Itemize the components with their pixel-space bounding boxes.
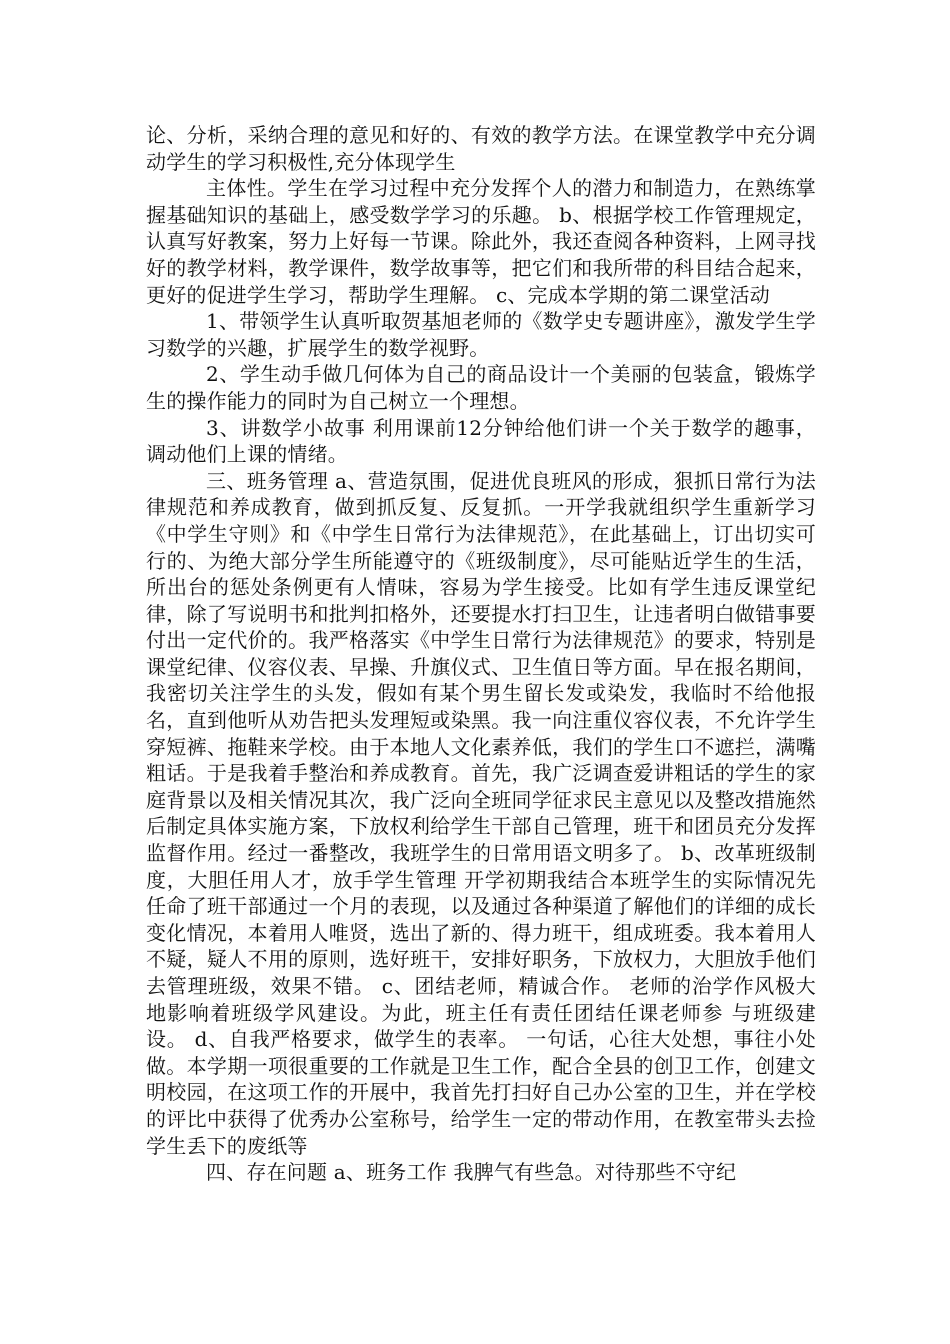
paragraph-activity-1: 1、带领学生认真听取贺基旭老师的《数学史专题讲座》，激发学生学习数学的兴趣，扩展学生的数学视野。: [146, 309, 816, 360]
body-text: [146, 122, 816, 1186]
paragraph-problems: 四、存在问题 a、班务工作 我脾气有些急。对待那些不守纪: [206, 1160, 737, 1185]
paragraph-teaching: 主体性。学生在学习过程中充分发挥个人的潜力和制造力，在熟练掌握基础知识的基础上，感受数学学习的乐趣。 b、根据学校工作管理规定，认真写好教案，努力上好每一节课。除此外，我还查阅各种资料，上网寻找好的教学材料，教学课件，数学故事等，把它们和我所带的科目结合起来，更好的促进学生学习，帮助学生理解。 c、完成本学期的第二课堂活动: [146, 176, 816, 307]
paragraph-activity-2: 2、学生动手做几何体为自己的商品设计一个美丽的包装盒，锻炼学生的操作能力的同时为自己树立一个理想。: [146, 362, 816, 413]
paragraph-class-management: 三、班务管理 a、营造氛围，促进优良班风的形成，狠抓日常行为法律规范和养成教育，做到抓反复、反复抓。一开学我就组织学生重新学习《中学生守则》和《中学生日常行为法律规范》，在此基础上，订出切实可行的、为绝大部分学生所能遵守的《班级制度》，尽可能贴近学生的生活，所出台的惩处条例更有人情味，容易为学生接受。比如有学生违反课堂纪律，除了写说明书和批判扣格外，还要提水打扫卫生，让违者明白做错事要付出一定代价的。我严格落实《中学生日常行为法律规范》的要求，特别是课堂纪律、仪容仪表、早操、升旗仪式、卫生值日等方面。早在报名期间，我密切关注学生的头发，假如有某个男生留长发或染发，我临时不给他报名，直到他听从劝告把头发理短或染黑。我一向注重仪容仪表，不允许学生穿短裤、拖鞋来学校。由于本地人文化素养低，我们的学生口不遮拦，满嘴粗话。于是我着手整治和养成教育。首先，我广泛调查爱讲粗话的学生的家庭背景以及相关情况其次，我广泛向全班同学征求民主意见以及整改措施然后制定具体实施方案，下放权利给学生干部自己管理，班干和团员充分发挥监督作用。经过一番整改，我班学生的日常用语文明多了。 b、改革班级制度，大胆任用人才，放手学生管理 开学初期我结合本班学生的实际情况先任命了班干部通过一个月的表现，以及通过各种渠道了解他们的详细的成长变化情况，本着用人唯贤，选出了新的、得力班干，组成班委。我本着用人不疑，疑人不用的原则，选好班干，安排好职务，下放权力，大胆放手他们去管理班级，效果不错。 c、团结老师，精诚合作。 老师的治学作风极大地影响着班级学风建设。为此，班主任有责任团结任课老师参 与班级建设。 d、自我严格要求，做学生的表率。 一句话，心往大处想，事往小处做。本学期一项很重要的工作就是卫生工作，配合全县的创卫工作，创建文明校园，在这项工作的开展中，我首先打扫好自己办公室的卫生，并在学校的评比中获得了优秀办公室称号，给学生一定的带动作用，在教室带头去捡学生丢下的废纸等: [146, 468, 816, 1158]
paragraph-continuation: 论、分析，采纳合理的意见和好的、有效的教学方法。在课堂教学中充分调动学生的学习积极性,充分体现学生: [146, 123, 816, 174]
paragraph-activity-3: 3、讲数学小故事 利用课前12分钟给他们讲一个关于数学的趣事，调动他们上课的情绪。: [146, 415, 816, 467]
